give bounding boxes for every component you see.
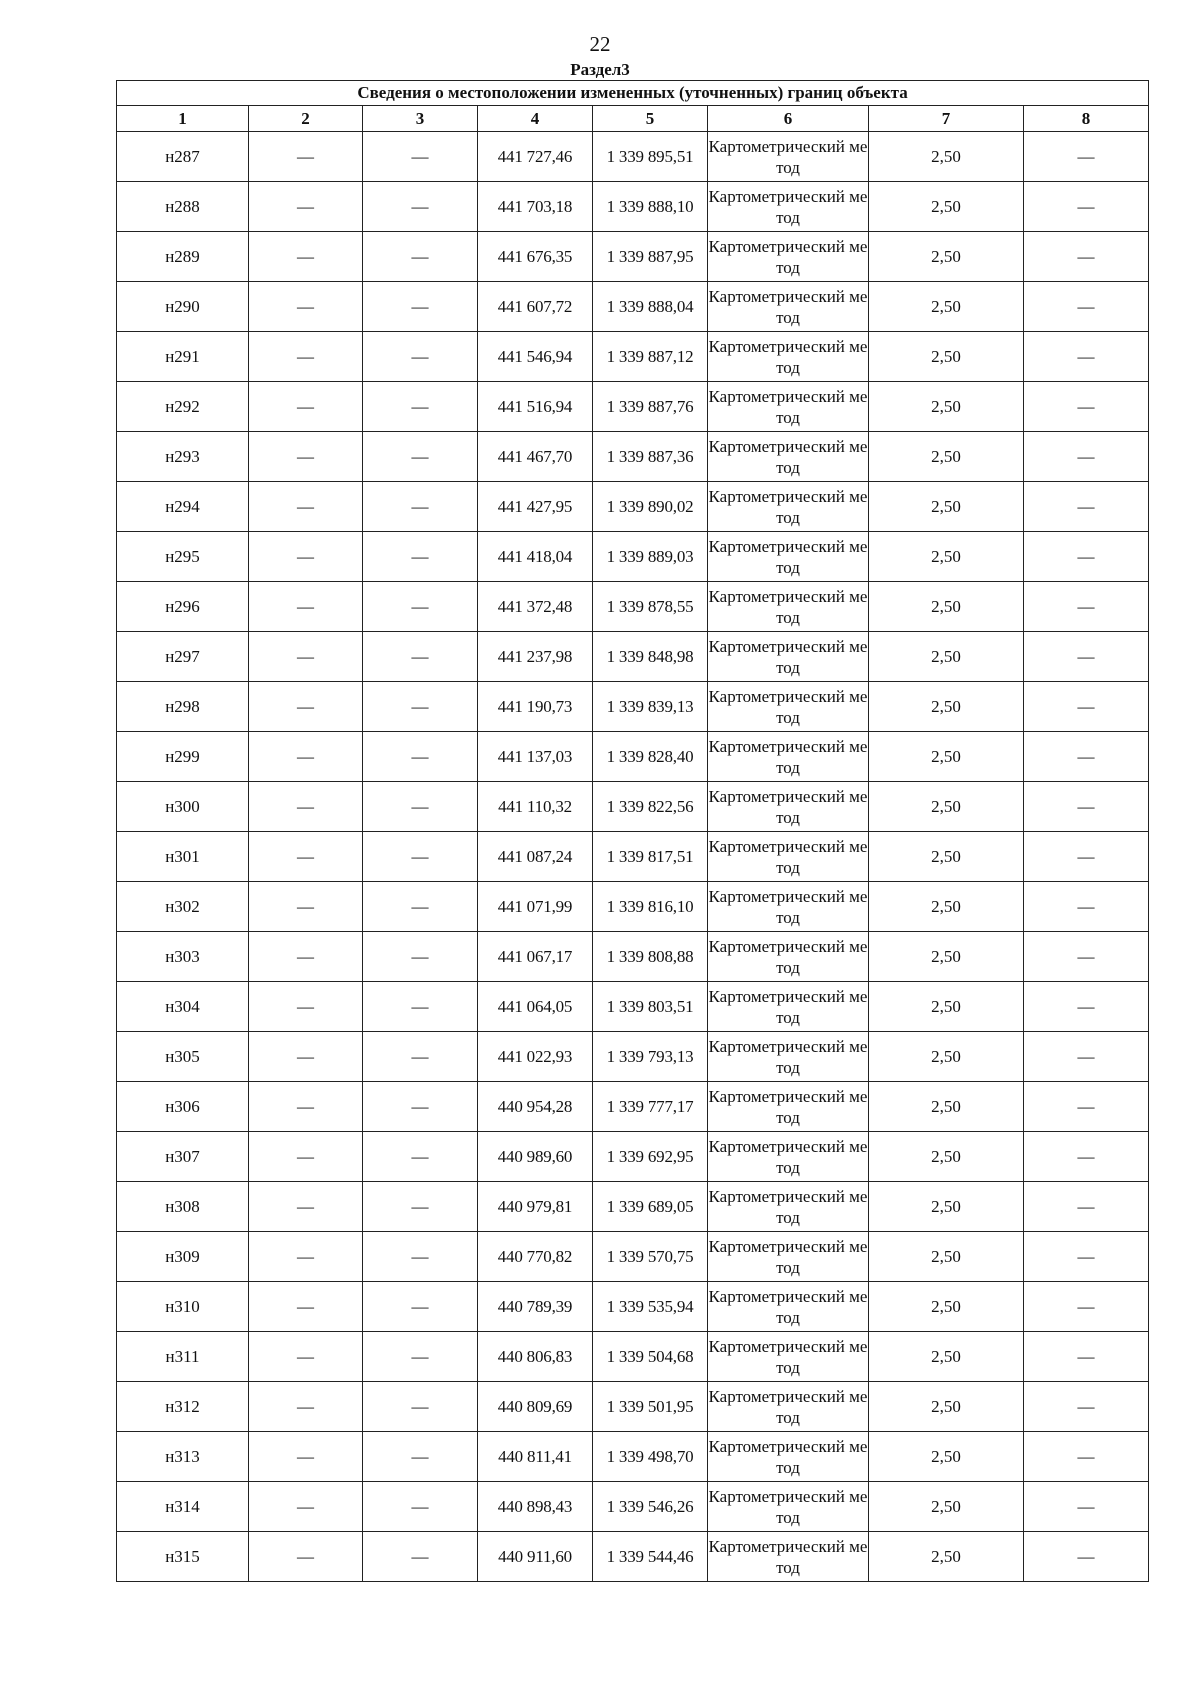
y-coordinate-cell: 1 339 793,13 [593, 1032, 708, 1082]
point-id-cell: н290 [117, 282, 249, 332]
table-row [117, 1232, 1149, 1282]
accuracy-cell: 2,50 [869, 382, 1024, 432]
empty-value-cell: — [1024, 832, 1149, 882]
empty-value-cell: — [249, 832, 363, 882]
x-coordinate-cell: 441 703,18 [478, 182, 593, 232]
empty-value-cell: — [1024, 1332, 1149, 1382]
table-row [117, 232, 1149, 282]
column-number: 4 [478, 106, 593, 132]
empty-value-cell: — [249, 1432, 363, 1482]
accuracy-cell: 2,50 [869, 732, 1024, 782]
empty-value-cell: — [249, 1082, 363, 1132]
empty-value-cell: — [249, 632, 363, 682]
empty-value-cell: — [363, 1532, 478, 1582]
column-number: 8 [1024, 106, 1149, 132]
empty-value-cell: — [363, 632, 478, 682]
x-coordinate-cell: 441 110,32 [478, 782, 593, 832]
empty-value-cell: — [363, 1382, 478, 1432]
x-coordinate-cell: 441 137,03 [478, 732, 593, 782]
empty-value-cell: — [1024, 382, 1149, 432]
empty-value-cell: — [1024, 682, 1149, 732]
empty-value-cell: — [363, 1282, 478, 1332]
table-row [117, 1282, 1149, 1332]
y-coordinate-cell: 1 339 546,26 [593, 1482, 708, 1532]
empty-value-cell: — [363, 932, 478, 982]
y-coordinate-cell: 1 339 887,36 [593, 432, 708, 482]
page-number: 22 [589, 32, 611, 56]
accuracy-cell: 2,50 [869, 1132, 1024, 1182]
y-coordinate-cell: 1 339 803,51 [593, 982, 708, 1032]
point-id-cell: н313 [117, 1432, 249, 1482]
point-id-cell: н303 [117, 932, 249, 982]
x-coordinate-cell: 441 607,72 [478, 282, 593, 332]
empty-value-cell: — [249, 482, 363, 532]
method-cell: Картометрический метод [708, 982, 869, 1032]
empty-value-cell: — [249, 1482, 363, 1532]
method-cell: Картометрический метод [708, 1282, 869, 1332]
empty-value-cell: — [1024, 932, 1149, 982]
empty-value-cell: — [1024, 582, 1149, 632]
empty-value-cell: — [1024, 732, 1149, 782]
method-cell: Картометрический метод [708, 332, 869, 382]
point-id-cell: н311 [117, 1332, 249, 1382]
x-coordinate-cell: 440 954,28 [478, 1082, 593, 1132]
table-row [117, 582, 1149, 632]
empty-value-cell: — [1024, 432, 1149, 482]
y-coordinate-cell: 1 339 822,56 [593, 782, 708, 832]
point-id-cell: н299 [117, 732, 249, 782]
empty-value-cell: — [249, 582, 363, 632]
method-cell: Картометрический метод [708, 782, 869, 832]
empty-value-cell: — [1024, 1432, 1149, 1482]
y-coordinate-cell: 1 339 887,12 [593, 332, 708, 382]
empty-value-cell: — [249, 1282, 363, 1332]
x-coordinate-cell: 440 898,43 [478, 1482, 593, 1532]
table-row [117, 332, 1149, 382]
empty-value-cell: — [1024, 632, 1149, 682]
empty-value-cell: — [363, 1482, 478, 1532]
table-row [117, 1432, 1149, 1482]
empty-value-cell: — [1024, 882, 1149, 932]
empty-value-cell: — [249, 532, 363, 582]
empty-value-cell: — [249, 1332, 363, 1382]
empty-value-cell: — [363, 982, 478, 1032]
table-row [117, 1482, 1149, 1532]
accuracy-cell: 2,50 [869, 432, 1024, 482]
method-cell: Картометрический метод [708, 532, 869, 582]
empty-value-cell: — [1024, 1282, 1149, 1332]
empty-value-cell: — [1024, 982, 1149, 1032]
method-cell: Картометрический метод [708, 1132, 869, 1182]
empty-value-cell: — [249, 1532, 363, 1582]
method-cell: Картометрический метод [708, 132, 869, 182]
empty-value-cell: — [249, 332, 363, 382]
accuracy-cell: 2,50 [869, 1532, 1024, 1582]
point-id-cell: н287 [117, 132, 249, 182]
y-coordinate-cell: 1 339 504,68 [593, 1332, 708, 1382]
accuracy-cell: 2,50 [869, 1382, 1024, 1432]
point-id-cell: н315 [117, 1532, 249, 1582]
accuracy-cell: 2,50 [869, 182, 1024, 232]
method-cell: Картометрический метод [708, 1182, 869, 1232]
empty-value-cell: — [249, 1032, 363, 1082]
point-id-cell: н296 [117, 582, 249, 632]
empty-value-cell: — [1024, 1082, 1149, 1132]
empty-value-cell: — [363, 782, 478, 832]
empty-value-cell: — [363, 182, 478, 232]
table-row [117, 432, 1149, 482]
point-id-cell: н310 [117, 1282, 249, 1332]
table-caption-row [117, 81, 1149, 106]
x-coordinate-cell: 440 811,41 [478, 1432, 593, 1482]
empty-value-cell: — [363, 232, 478, 282]
x-coordinate-cell: 441 372,48 [478, 582, 593, 632]
column-number: 2 [249, 106, 363, 132]
method-cell: Картометрический метод [708, 882, 869, 932]
method-cell: Картометрический метод [708, 1232, 869, 1282]
table-row [117, 532, 1149, 582]
accuracy-cell: 2,50 [869, 332, 1024, 382]
x-coordinate-cell: 440 806,83 [478, 1332, 593, 1382]
empty-value-cell: — [249, 782, 363, 832]
empty-value-cell: — [363, 732, 478, 782]
accuracy-cell: 2,50 [869, 532, 1024, 582]
point-id-cell: н306 [117, 1082, 249, 1132]
empty-value-cell: — [363, 1182, 478, 1232]
point-id-cell: н307 [117, 1132, 249, 1182]
empty-value-cell: — [363, 432, 478, 482]
empty-value-cell: — [1024, 332, 1149, 382]
point-id-cell: н288 [117, 182, 249, 232]
table-row [117, 1532, 1149, 1582]
column-number: 7 [869, 106, 1024, 132]
point-id-cell: н308 [117, 1182, 249, 1232]
empty-value-cell: — [249, 432, 363, 482]
table-row [117, 1132, 1149, 1182]
accuracy-cell: 2,50 [869, 132, 1024, 182]
empty-value-cell: — [363, 1082, 478, 1132]
accuracy-cell: 2,50 [869, 982, 1024, 1032]
table-row [117, 982, 1149, 1032]
accuracy-cell: 2,50 [869, 782, 1024, 832]
empty-value-cell: — [363, 532, 478, 582]
method-cell: Картометрический метод [708, 182, 869, 232]
point-id-cell: н302 [117, 882, 249, 932]
empty-value-cell: — [1024, 782, 1149, 832]
x-coordinate-cell: 440 979,81 [478, 1182, 593, 1232]
method-cell: Картометрический метод [708, 432, 869, 482]
empty-value-cell: — [1024, 1132, 1149, 1182]
method-cell: Картометрический метод [708, 482, 869, 532]
table-row [117, 732, 1149, 782]
method-cell: Картометрический метод [708, 1482, 869, 1532]
empty-value-cell: — [249, 132, 363, 182]
y-coordinate-cell: 1 339 889,03 [593, 532, 708, 582]
x-coordinate-cell: 441 676,35 [478, 232, 593, 282]
method-cell: Картометрический метод [708, 382, 869, 432]
x-coordinate-cell: 441 516,94 [478, 382, 593, 432]
table-row [117, 682, 1149, 732]
point-id-cell: н305 [117, 1032, 249, 1082]
column-number: 6 [708, 106, 869, 132]
point-id-cell: н291 [117, 332, 249, 382]
x-coordinate-cell: 441 067,17 [478, 932, 593, 982]
y-coordinate-cell: 1 339 887,76 [593, 382, 708, 432]
empty-value-cell: — [363, 482, 478, 532]
accuracy-cell: 2,50 [869, 1332, 1024, 1382]
method-cell: Картометрический метод [708, 1032, 869, 1082]
empty-value-cell: — [249, 1382, 363, 1432]
method-cell: Картометрический метод [708, 582, 869, 632]
accuracy-cell: 2,50 [869, 682, 1024, 732]
empty-value-cell: — [363, 1032, 478, 1082]
empty-value-cell: — [1024, 132, 1149, 182]
x-coordinate-cell: 440 911,60 [478, 1532, 593, 1582]
y-coordinate-cell: 1 339 570,75 [593, 1232, 708, 1282]
method-cell: Картометрический метод [708, 682, 869, 732]
empty-value-cell: — [1024, 532, 1149, 582]
y-coordinate-cell: 1 339 890,02 [593, 482, 708, 532]
y-coordinate-cell: 1 339 895,51 [593, 132, 708, 182]
x-coordinate-cell: 441 064,05 [478, 982, 593, 1032]
empty-value-cell: — [363, 832, 478, 882]
empty-value-cell: — [249, 382, 363, 432]
x-coordinate-cell: 440 989,60 [478, 1132, 593, 1182]
y-coordinate-cell: 1 339 816,10 [593, 882, 708, 932]
accuracy-cell: 2,50 [869, 1182, 1024, 1232]
y-coordinate-cell: 1 339 777,17 [593, 1082, 708, 1132]
empty-value-cell: — [249, 282, 363, 332]
empty-value-cell: — [363, 1232, 478, 1282]
empty-value-cell: — [1024, 482, 1149, 532]
empty-value-cell: — [249, 732, 363, 782]
table-row [117, 932, 1149, 982]
empty-value-cell: — [363, 282, 478, 332]
method-cell: Картометрический метод [708, 1432, 869, 1482]
empty-value-cell: — [1024, 282, 1149, 332]
accuracy-cell: 2,50 [869, 932, 1024, 982]
y-coordinate-cell: 1 339 888,10 [593, 182, 708, 232]
empty-value-cell: — [249, 932, 363, 982]
accuracy-cell: 2,50 [869, 1482, 1024, 1532]
y-coordinate-cell: 1 339 878,55 [593, 582, 708, 632]
x-coordinate-cell: 441 237,98 [478, 632, 593, 682]
empty-value-cell: — [249, 682, 363, 732]
x-coordinate-cell: 440 789,39 [478, 1282, 593, 1332]
accuracy-cell: 2,50 [869, 482, 1024, 532]
coordinates-table [116, 80, 1149, 1582]
table-caption: Сведения о местоположении измененных (уточненных) границ объекта [117, 81, 1149, 106]
method-cell: Картометрический метод [708, 932, 869, 982]
point-id-cell: н312 [117, 1382, 249, 1432]
table-body [117, 81, 1149, 1582]
method-cell: Картометрический метод [708, 632, 869, 682]
table-row [117, 632, 1149, 682]
accuracy-cell: 2,50 [869, 1282, 1024, 1332]
section-title: Раздел3 [570, 60, 630, 79]
table-row [117, 782, 1149, 832]
point-id-cell: н301 [117, 832, 249, 882]
empty-value-cell: — [1024, 232, 1149, 282]
y-coordinate-cell: 1 339 544,46 [593, 1532, 708, 1582]
accuracy-cell: 2,50 [869, 1082, 1024, 1132]
x-coordinate-cell: 441 467,70 [478, 432, 593, 482]
empty-value-cell: — [363, 1332, 478, 1382]
accuracy-cell: 2,50 [869, 1032, 1024, 1082]
y-coordinate-cell: 1 339 839,13 [593, 682, 708, 732]
method-cell: Картометрический метод [708, 232, 869, 282]
y-coordinate-cell: 1 339 828,40 [593, 732, 708, 782]
point-id-cell: н289 [117, 232, 249, 282]
column-number-row [117, 106, 1149, 132]
table-row [117, 182, 1149, 232]
point-id-cell: н309 [117, 1232, 249, 1282]
accuracy-cell: 2,50 [869, 1232, 1024, 1282]
empty-value-cell: — [363, 882, 478, 932]
point-id-cell: н293 [117, 432, 249, 482]
x-coordinate-cell: 440 809,69 [478, 1382, 593, 1432]
y-coordinate-cell: 1 339 808,88 [593, 932, 708, 982]
empty-value-cell: — [1024, 1532, 1149, 1582]
method-cell: Картометрический метод [708, 732, 869, 782]
y-coordinate-cell: 1 339 848,98 [593, 632, 708, 682]
accuracy-cell: 2,50 [869, 1432, 1024, 1482]
empty-value-cell: — [363, 332, 478, 382]
x-coordinate-cell: 441 022,93 [478, 1032, 593, 1082]
table-row [117, 382, 1149, 432]
point-id-cell: н314 [117, 1482, 249, 1532]
table-row [117, 1082, 1149, 1132]
empty-value-cell: — [249, 182, 363, 232]
point-id-cell: н300 [117, 782, 249, 832]
empty-value-cell: — [363, 382, 478, 432]
empty-value-cell: — [1024, 1232, 1149, 1282]
empty-value-cell: — [363, 682, 478, 732]
accuracy-cell: 2,50 [869, 232, 1024, 282]
table-row [117, 882, 1149, 932]
empty-value-cell: — [249, 882, 363, 932]
table-row [117, 282, 1149, 332]
empty-value-cell: — [249, 1182, 363, 1232]
x-coordinate-cell: 440 770,82 [478, 1232, 593, 1282]
empty-value-cell: — [1024, 182, 1149, 232]
method-cell: Картометрический метод [708, 282, 869, 332]
empty-value-cell: — [363, 582, 478, 632]
empty-value-cell: — [249, 232, 363, 282]
empty-value-cell: — [249, 1132, 363, 1182]
y-coordinate-cell: 1 339 501,95 [593, 1382, 708, 1432]
y-coordinate-cell: 1 339 689,05 [593, 1182, 708, 1232]
accuracy-cell: 2,50 [869, 882, 1024, 932]
table-row [117, 482, 1149, 532]
y-coordinate-cell: 1 339 498,70 [593, 1432, 708, 1482]
accuracy-cell: 2,50 [869, 632, 1024, 682]
table-row [117, 1382, 1149, 1432]
point-id-cell: н292 [117, 382, 249, 432]
empty-value-cell: — [249, 1232, 363, 1282]
column-number: 5 [593, 106, 708, 132]
accuracy-cell: 2,50 [869, 282, 1024, 332]
x-coordinate-cell: 441 071,99 [478, 882, 593, 932]
x-coordinate-cell: 441 418,04 [478, 532, 593, 582]
empty-value-cell: — [363, 132, 478, 182]
table-row [117, 832, 1149, 882]
accuracy-cell: 2,50 [869, 832, 1024, 882]
table-row [117, 132, 1149, 182]
empty-value-cell: — [1024, 1482, 1149, 1532]
x-coordinate-cell: 441 087,24 [478, 832, 593, 882]
point-id-cell: н294 [117, 482, 249, 532]
accuracy-cell: 2,50 [869, 582, 1024, 632]
empty-value-cell: — [1024, 1182, 1149, 1232]
y-coordinate-cell: 1 339 888,04 [593, 282, 708, 332]
y-coordinate-cell: 1 339 817,51 [593, 832, 708, 882]
x-coordinate-cell: 441 427,95 [478, 482, 593, 532]
column-number: 3 [363, 106, 478, 132]
x-coordinate-cell: 441 727,46 [478, 132, 593, 182]
empty-value-cell: — [363, 1432, 478, 1482]
method-cell: Картометрический метод [708, 1332, 869, 1382]
point-id-cell: н295 [117, 532, 249, 582]
table-row [117, 1182, 1149, 1232]
empty-value-cell: — [249, 982, 363, 1032]
table-row [117, 1032, 1149, 1082]
table-row [117, 1332, 1149, 1382]
point-id-cell: н297 [117, 632, 249, 682]
y-coordinate-cell: 1 339 692,95 [593, 1132, 708, 1182]
method-cell: Картометрический метод [708, 832, 869, 882]
point-id-cell: н298 [117, 682, 249, 732]
y-coordinate-cell: 1 339 535,94 [593, 1282, 708, 1332]
column-number: 1 [117, 106, 249, 132]
method-cell: Картометрический метод [708, 1382, 869, 1432]
x-coordinate-cell: 441 190,73 [478, 682, 593, 732]
method-cell: Картометрический метод [708, 1082, 869, 1132]
point-id-cell: н304 [117, 982, 249, 1032]
y-coordinate-cell: 1 339 887,95 [593, 232, 708, 282]
empty-value-cell: — [363, 1132, 478, 1182]
empty-value-cell: — [1024, 1382, 1149, 1432]
method-cell: Картометрический метод [708, 1532, 869, 1582]
empty-value-cell: — [1024, 1032, 1149, 1082]
x-coordinate-cell: 441 546,94 [478, 332, 593, 382]
